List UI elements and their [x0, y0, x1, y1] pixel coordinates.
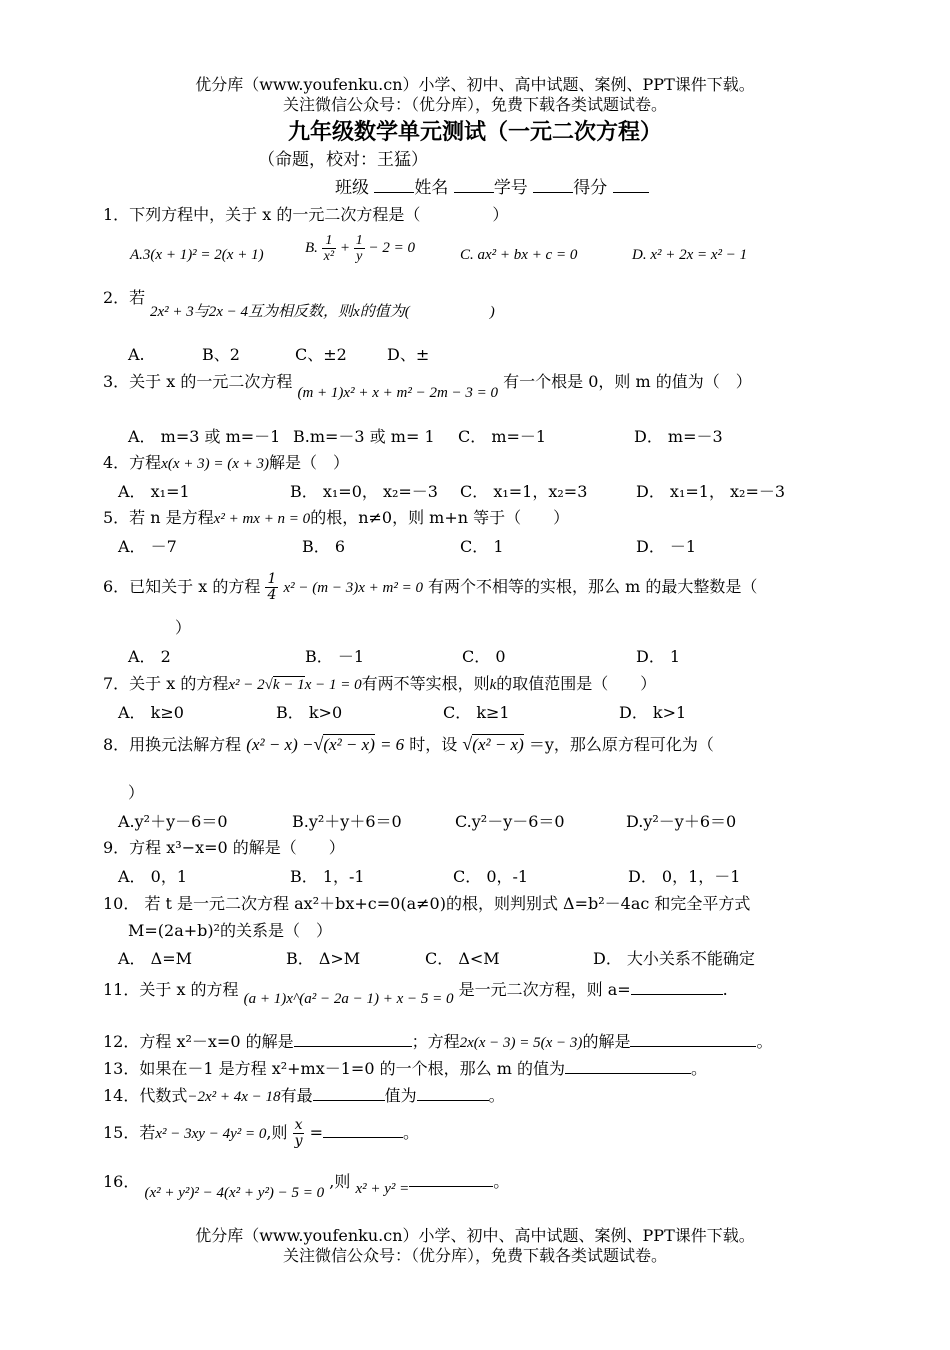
question-10-line-1: 10． 若 t 是一元二次方程 ax²＋bx+c=0(a≠0)的根，则判别式 Δ=b²－4ac 和完全平方式 — [103, 894, 751, 913]
q6-option-a: A． 2 — [128, 647, 171, 666]
q6-option-d: D． 1 — [636, 647, 681, 666]
q10-option-d: D． 大小关系不能确定 — [593, 949, 755, 968]
q8-option-d: D.y²－y＋6＝0 — [626, 812, 737, 831]
q2-option-c: C、±2 — [295, 345, 347, 364]
page-title: 九年级数学单元测试（一元二次方程） — [287, 119, 662, 145]
q4-option-a: A． x₁=1 — [118, 482, 190, 501]
q4-option-c: C． x₁=1，x₂=3 — [460, 482, 588, 501]
q6-option-b: B． －1 — [305, 647, 365, 666]
author-line: （命题，校对：王猛） — [258, 150, 428, 170]
question-9: 9．方程 x³−x=0 的解是（ ） — [103, 838, 345, 857]
question-1: 1．下列方程中，关于 x 的一元二次方程是（ ） — [103, 205, 509, 224]
q9-option-d: D． 0，1，－1 — [628, 867, 741, 886]
score-label: 得分 — [573, 178, 608, 198]
q9-option-a: A． 0，1 — [118, 867, 188, 886]
q10-option-b: B． Δ>M — [286, 949, 361, 968]
id-blank[interactable] — [533, 178, 573, 193]
q1-option-a: A.3(x + 1)² = 2(x + 1) — [130, 247, 264, 263]
header-line-1: 优分库（www.youfenku.cn）小学、初中、高中试题、案例、PPT课件下载。 — [195, 75, 755, 94]
class-label: 班级 — [335, 178, 369, 198]
q5-option-d: D． －1 — [636, 537, 697, 556]
q12-answer-blank-1[interactable] — [294, 1032, 412, 1047]
q1-option-d: D. x² + 2x = x² − 1 — [632, 247, 748, 263]
q2-option-a: A. — [128, 345, 145, 364]
footer-line-2: 关注微信公众号：（优分库），免费下载各类试题试卷。 — [282, 1246, 667, 1265]
score-blank[interactable] — [613, 178, 649, 193]
q8-close: ） — [128, 783, 145, 802]
q12-answer-blank-2[interactable] — [630, 1032, 756, 1047]
question-8: 8．用换元法解方程 (x² − x) −√(x² − x) = 6 时，设 √(x² − x) ＝y，那么原方程可化为（ — [103, 734, 714, 754]
student-info — [335, 178, 649, 198]
question-5: 5．若 n 是方程x² + mx + n = 0的根，n≠0，则 m+n 等于（ ） — [103, 508, 570, 527]
footer-line-1: 优分库（www.youfenku.cn）小学、初中、高中试题、案例、PPT课件下载。 — [195, 1226, 755, 1245]
q3-option-b: B.m=－3 或 m= 1 — [293, 427, 435, 446]
q3-option-d: D． m=－3 — [634, 427, 723, 446]
question-15: 15．若x² − 3xy − 4y² = 0,则 $\frac{x}{y}$ = 。 — [103, 1117, 419, 1149]
q4-option-b: B． x₁=0， x₂=－3 — [290, 482, 438, 501]
q1-option-c: C. ax² + bx + c = 0 — [460, 247, 578, 263]
q7-option-b: B． k>0 — [276, 703, 343, 722]
question-11: 11．关于 x 的方程 (a + 1)x^(a² − 2a − 1) + x − 5 = 0 是一元二次方程，则 a= . — [103, 980, 728, 1007]
id-label: 学号 — [493, 178, 528, 198]
q7-option-d: D． k>1 — [619, 703, 687, 722]
q7-option-c: C． k≥1 — [443, 703, 510, 722]
q5-option-b: B． 6 — [302, 537, 346, 556]
q2-option-b: B、2 — [202, 345, 240, 364]
question-14: 14．代数式−2x² + 4x − 18有最 值为 。 — [103, 1086, 505, 1105]
q5-option-a: A． －7 — [118, 537, 177, 556]
q7-option-a: A． k≥0 — [118, 703, 184, 722]
question-6: 6．已知关于 x 的方程 $\frac{1}{4}$ x² − (m − 3)x + m² = 0 有两个不相等的实根，那么 m 的最大整数是（ — [103, 571, 758, 603]
question-3: 3．关于 x 的一元二次方程 (m + 1)x² + x + m² − 2m − 3 = 0 有一个根是 0，则 m 的值为（ ） — [103, 372, 752, 401]
class-blank[interactable] — [374, 178, 414, 193]
q9-option-c: C． 0，-1 — [453, 867, 529, 886]
header-line-2: 关注微信公众号：（优分库），免费下载各类试题试卷。 — [282, 95, 667, 114]
q8-option-b: B.y²＋y＋6＝0 — [292, 812, 402, 831]
q6-option-c: C． 0 — [462, 647, 506, 666]
name-label: 姓名 — [414, 178, 449, 198]
question-2: 2．若 — [103, 288, 146, 307]
q15-answer-blank[interactable] — [323, 1123, 403, 1138]
q14-answer-blank-2[interactable] — [417, 1086, 489, 1101]
q16-answer-blank[interactable] — [409, 1172, 493, 1187]
q2-option-d: D、± — [387, 345, 430, 364]
name-blank[interactable] — [454, 178, 494, 193]
q13-answer-blank[interactable] — [565, 1059, 691, 1074]
q14-answer-blank-1[interactable] — [313, 1086, 385, 1101]
q11-answer-blank[interactable] — [631, 980, 723, 995]
q10-option-c: C． Δ<M — [425, 949, 500, 968]
question-4: 4．方程x(x + 3) = (x + 3)解是（ ） — [103, 453, 350, 472]
question-7: 7．关于 x 的方程x² − 2√k − 1x − 1 = 0有两不等实根，则k的取值范围是（ ） — [103, 674, 657, 693]
q4-option-d: D． x₁=1， x₂=－3 — [636, 482, 786, 501]
q3-option-a: A． m=3 或 m=－1 — [128, 427, 281, 446]
q2-expression: 2x² + 3与2x − 4互为相反数，则x的值为( ) — [150, 304, 495, 320]
q9-option-b: B． 1，-1 — [290, 867, 365, 886]
question-16: 16． (x² + y²)² − 4(x² + y²) − 5 = 0 ,则 x² + y² = 。 — [103, 1172, 510, 1201]
q8-option-a: A.y²＋y－6＝0 — [118, 812, 228, 831]
q6-close: ） — [175, 618, 192, 637]
q8-option-c: C.y²－y－6＝0 — [455, 812, 565, 831]
question-10-line-2: M=(2a+b)²的关系是（ ） — [128, 921, 333, 940]
q1-option-b: B. $\frac{1}{\text{x²}}$ + $\frac{1}{y}$ − 2 = 0 — [305, 233, 415, 264]
q10-option-a: A． Δ=M — [118, 949, 192, 968]
question-12: 12．方程 x²－x=0 的解是 ；方程2x(x − 3) = 5(x − 3)的解是 。 — [103, 1032, 773, 1051]
question-13: 13．如果在－1 是方程 x²+mx－1=0 的一个根，那么 m 的值为 。 — [103, 1059, 707, 1078]
q5-option-c: C． 1 — [460, 537, 504, 556]
q3-option-c: C． m=－1 — [458, 427, 547, 446]
